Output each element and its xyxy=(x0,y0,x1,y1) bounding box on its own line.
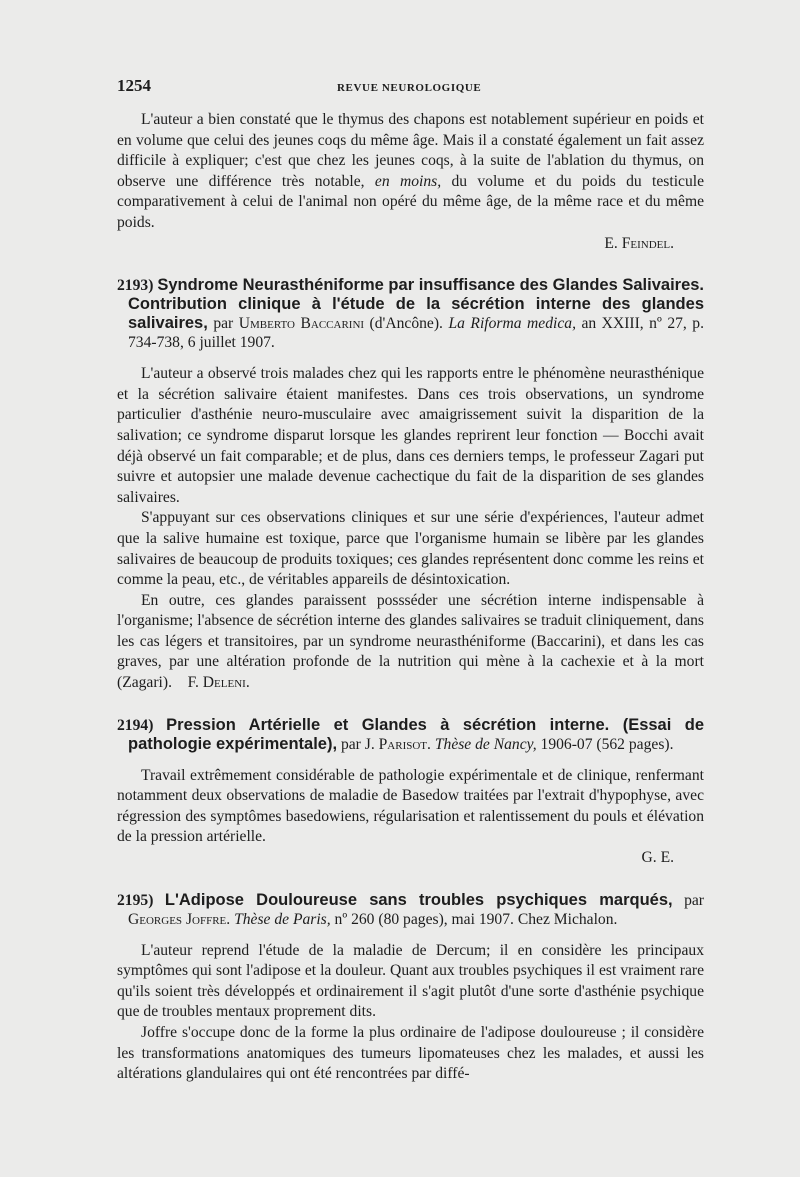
entry-2194-heading: 2194) Pression Artérielle et Glandes à sécrétion interne. (Essai de pathologie expérimentale), par J. Parisot. Thèse de Nancy, 1906-07 (562 pages). xyxy=(117,715,704,753)
entry-title: L'Adipose Douloureuse sans troubles psychiques marqués, xyxy=(164,890,673,909)
intro-text-a: L'auteur a bien constaté que le thymus des chapons est notablement supérieur en poids et en volume que celui des jeunes coqs du même âge. Mais il a constaté également un fait assez difficile à expliquer; c'est que chez les jeunes coqs, à la suite de l'ablation du thymus, on observe une différence très notable, xyxy=(117,111,704,190)
entry-details: 1906-07 (562 pages). xyxy=(536,735,674,753)
entry-2193-heading: 2193) Syndrome Neurasthéniforme par insuffisance des Glandes Salivaires. Contribution clinique à l'étude de la sécrétion interne des glandes salivaires, par Umberto Baccarini (d'Ancône). La Riforma medica, an XXIII, nº 27, p. 734-738, 6 juillet 1907. xyxy=(117,276,705,352)
signature-feindel: E. Feindel. xyxy=(604,234,674,252)
entry-number: 2193) xyxy=(117,277,154,295)
page-number: 1254 xyxy=(117,76,151,95)
entry-2195-paragraph: L'auteur reprend l'étude de la maladie de Dercum; il en considère les principaux symptômes qui sont l'adipose et la douleur. Quant aux troubles psychiques il est vraiment rare qu'ils soient très développés et ordinairement il s'agit plutôt d'une sorte d'asthénie psychique que de troubles mentaux proprement dits. xyxy=(117,941,704,1021)
signature-deleni: F. Deleni. xyxy=(187,674,250,692)
entry-number: 2195) xyxy=(117,891,154,909)
entry-title: Syndrome Neurasthéniforme par insuffisance des Glandes Salivaires. Contribution clinique à l'étude de la sécrétion interne des glandes salivaires, xyxy=(128,276,705,333)
signature-ge: G. E. xyxy=(641,849,674,867)
running-head xyxy=(117,76,704,98)
entry-author: Umberto Baccarini xyxy=(238,315,365,333)
entry-journal: La Riforma medica, xyxy=(448,315,576,333)
entry-author: Georges Joffre. xyxy=(128,910,231,928)
entry-2193-paragraph: L'auteur a observé trois malades chez qui les rapports entre le phénomène neurasthénique et la sécrétion salivaire étaient manifestes. Dans ces trois observations, un syndrome particulier d'asthénie neuro-musculaire avec amaigrissement suivit la disparition de la salivation; ce syndrome disparut lorsque les glandes reprirent leur fonction — Bocchi avait déjà observé un fait comparable; et de plus, dans ces derniers temps, le professeur Zagari put suivre et autopsier une malade devenue cachectique du fait de la disparition de ses glandes salivaires. xyxy=(117,365,704,506)
entry-2193-paragraph: S'appuyant sur ces observations cliniques et sur une série d'expériences, l'auteur admet que la salive humaine est toxique, parce que l'organisme humain se libère par les glandes salivaires de beaucoup de produits toxiques; ces glandes représentent donc comme les reins et comme la peau, etc., de véritables appareils de désintoxication. xyxy=(117,509,704,589)
entry-journal: Thèse de Paris, xyxy=(234,910,331,928)
entry-author: J. Parisot. xyxy=(364,735,431,753)
entry-2193-paragraph-last: En outre, ces glandes paraissent possséder une sécrétion interne indispensable à l'organisme; l'absence de sécrétion interne des glandes salivaires se traduit cliniquement, dans les cas légers et transitoires, par un syndrome neurasthéniforme (Baccarini), et dans les cas graves, par une altération profonde de la nutrition qui mène à la cachexie et à la mort (Zagari). F. Deleni. xyxy=(117,591,704,692)
entry-journal: Thèse de Nancy, xyxy=(434,735,537,753)
entry-details: an XXIII, nº 27, p. 734-738, 6 juillet 1907. xyxy=(128,315,704,352)
entry-title: Pression Artérielle et Glandes à sécrétion interne. (Essai de pathologie expérimentale), xyxy=(128,715,704,753)
entry-number: 2194) xyxy=(117,716,154,734)
journal-title: REVUE NEUROLOGIQUE xyxy=(337,82,482,94)
entry-details: nº 260 (80 pages), mai 1907. Chez Michalon. xyxy=(330,910,618,928)
intro-paragraph xyxy=(117,110,704,234)
intro-text-b: du volume et du poids du testicule comparativement à celui de l'animal non opéré du même âge, de la même race et du même poids. xyxy=(117,172,705,231)
entry-2195-heading: 2195) L'Adipose Douloureuse sans troubles psychiques marqués, par Georges Joffre. Thèse de Paris, nº 260 (80 pages), mai 1907. Chez Michalon. xyxy=(117,890,705,928)
entry-2195-paragraph: Joffre s'occupe donc de la forme la plus ordinaire de l'adipose douloureuse ; il considère les transformations anatomiques des tumeurs lipomateuses chez les malades, et aussi les altérations glandulaires qui ont été rencontrées par diffé- xyxy=(117,1024,704,1083)
intro-italic: en moins, xyxy=(374,172,442,190)
entry-2194-paragraph: Travail extrêmement considérable de pathologie expérimentale et de clinique, renfermant notamment deux observations de maladie de Basedow traitées par l'extrait d'hypophyse, avec régression des symptômes basedowiens, régularisation et ralentissement du pouls et élévation de la pression artérielle. xyxy=(117,766,704,846)
